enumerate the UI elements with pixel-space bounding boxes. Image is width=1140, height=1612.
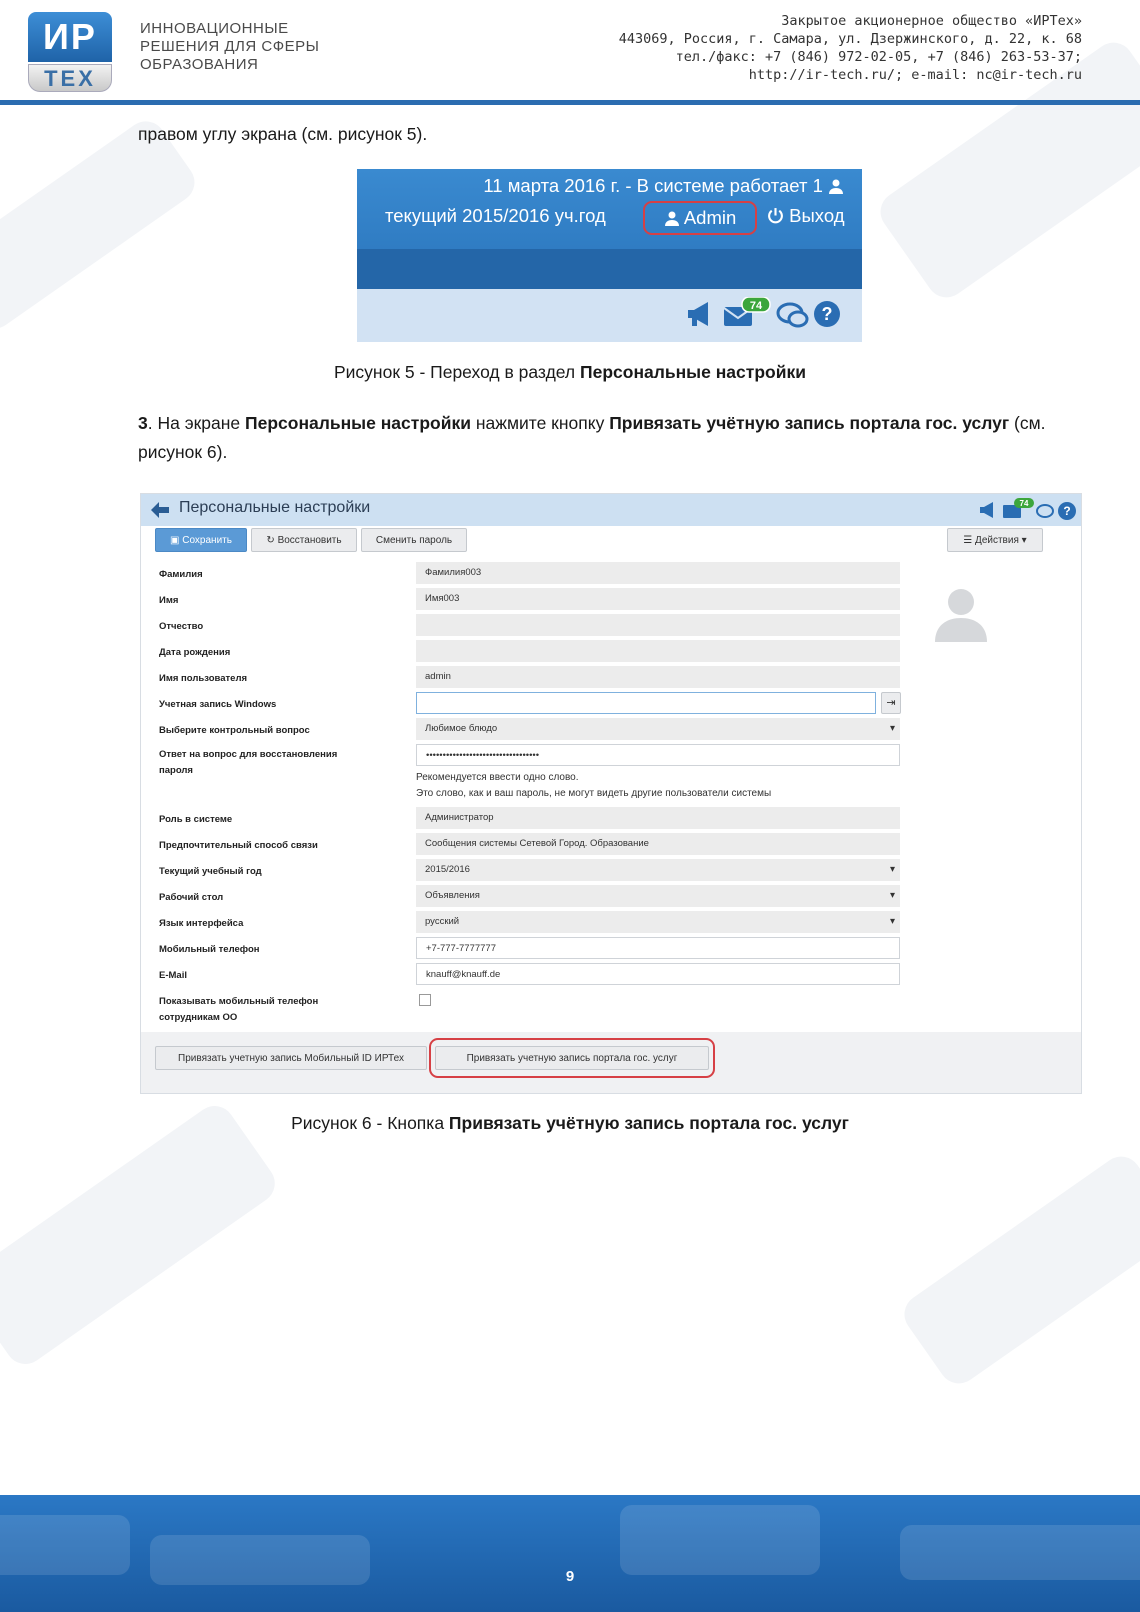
settings-title: Персональные настройки xyxy=(179,499,371,516)
school-year-select[interactable]: 2015/2016 ▾ xyxy=(416,859,900,881)
step-text: нажмите кнопку xyxy=(471,413,610,433)
tagline-line: ОБРАЗОВАНИЯ xyxy=(140,56,259,73)
user-icon xyxy=(828,178,844,194)
badge-count: 74 xyxy=(1019,499,1029,508)
message-count-badge xyxy=(1014,498,1034,508)
field-label: Предпочтительный способ связи xyxy=(159,840,318,851)
irtech-logo xyxy=(28,12,112,92)
actions-label: Действия xyxy=(975,535,1019,546)
field-label: Имя пользователя xyxy=(159,673,248,684)
field-label: Имя xyxy=(159,595,179,606)
birthdate-field[interactable] xyxy=(416,640,900,662)
contact-method-field[interactable]: Сообщения системы Сетевой Город. Образование xyxy=(416,833,900,855)
avatar-placeholder xyxy=(931,582,991,642)
svg-text:?: ? xyxy=(1063,504,1071,518)
link-gosuslugi-button[interactable]: Привязать учетную запись портала гос. услуг xyxy=(435,1046,709,1070)
step-3-paragraph xyxy=(138,409,1084,467)
admin-label: Admin xyxy=(683,207,737,228)
company-name: Закрытое акционерное общество «ИРТех» xyxy=(781,13,1082,29)
caption-text: Рисунок 5 - Переход в раздел xyxy=(333,362,581,382)
current-year: текущий 2015/2016 уч.год xyxy=(385,205,606,226)
step-number: 3 xyxy=(138,413,148,433)
logout-link[interactable] xyxy=(767,205,845,227)
company-tagline xyxy=(140,20,319,74)
field-label: Учетная запись Windows xyxy=(159,699,277,710)
change-password-button[interactable]: Сменить пароль xyxy=(361,528,467,552)
refresh-icon: ↻ xyxy=(266,535,278,546)
field-label: Выберите контрольный вопрос xyxy=(159,725,310,736)
chat-icon[interactable] xyxy=(778,304,807,326)
save-icon: ▣ xyxy=(170,535,183,546)
top-panel xyxy=(357,169,862,289)
caption-bold: Привязать учётную запись портала гос. услуг xyxy=(448,1113,849,1133)
megaphone-icon[interactable] xyxy=(980,502,993,518)
field-label: пароля xyxy=(159,765,193,776)
admin-link[interactable] xyxy=(643,201,757,235)
user-icon xyxy=(664,210,680,226)
caption-text: Рисунок 6 - Кнопка xyxy=(291,1113,449,1133)
title-icons xyxy=(977,497,1077,523)
page-header xyxy=(0,0,1140,104)
name-field[interactable]: Имя003 xyxy=(416,588,900,610)
field-label: Отчество xyxy=(159,621,204,632)
dark-band xyxy=(357,249,862,289)
restore-button[interactable] xyxy=(251,528,357,552)
field-label: Фамилия xyxy=(159,569,203,580)
badge-count: 74 xyxy=(749,300,763,312)
background-shape xyxy=(0,1098,283,1372)
menu-icon: ☰ xyxy=(963,535,976,546)
field-label: Ответ на вопрос для восстановления xyxy=(159,749,338,760)
email-field[interactable]: knauff@knauff.de xyxy=(416,963,900,985)
background-shape xyxy=(897,1149,1140,1392)
field-label: Мобильный телефон xyxy=(159,944,260,955)
tagline-line: ИННОВАЦИОННЫЕ xyxy=(140,20,289,37)
system-status xyxy=(483,175,844,197)
settings-title-bar xyxy=(141,494,1081,526)
role-field[interactable]: Администратор xyxy=(416,807,900,829)
company-web: http://ir-tech.ru/; e-mail: nc@ir-tech.ru xyxy=(748,67,1082,83)
hint-text: Рекомендуется ввести одно слово. xyxy=(416,772,579,783)
step-text: . На экране xyxy=(147,413,246,433)
field-label: Рабочий стол xyxy=(159,892,224,903)
status-text: 11 марта 2016 г. - В системе работает 1 xyxy=(483,175,823,196)
help-icon[interactable] xyxy=(1058,502,1076,520)
logo-top-text: ИР xyxy=(28,12,112,62)
megaphone-icon[interactable] xyxy=(688,302,708,326)
caption-bold: Персональные настройки xyxy=(580,362,806,382)
show-phone-checkbox[interactable] xyxy=(419,994,431,1006)
windows-account-field[interactable] xyxy=(416,692,876,714)
step-bold: Привязать учётную запись портала гос. услуг xyxy=(609,413,1010,433)
company-phone: тел./факс: +7 (846) 972-02-05, +7 (846) 263-53-37; xyxy=(675,49,1082,65)
toolbar-icons xyxy=(684,297,844,331)
patronymic-field[interactable] xyxy=(416,614,900,636)
company-address: 443069, Россия, г. Самара, ул. Дзержинского, д. 22, к. 68 xyxy=(618,31,1082,47)
help-icon[interactable] xyxy=(814,301,840,327)
logout-label: Выход xyxy=(789,205,845,226)
field-label: сотрудникам ОО xyxy=(159,1012,238,1023)
step-bold: Персональные настройки xyxy=(245,413,471,433)
link-mobile-id-button[interactable]: Привязать учетную запись Мобильный ID ИРТех xyxy=(155,1046,427,1070)
page-footer xyxy=(0,1495,1140,1612)
security-answer-field[interactable]: •••••••••••••••••••••••••••••••••• xyxy=(416,744,900,766)
footer-shape xyxy=(620,1505,820,1575)
svg-text:?: ? xyxy=(821,304,833,324)
language-select[interactable]: русский ▾ xyxy=(416,911,900,933)
highlight-frame xyxy=(429,1038,715,1078)
surname-field[interactable]: Фамилия003 xyxy=(416,562,900,584)
field-label: E-Mail xyxy=(159,970,187,981)
field-label: Язык интерфейса xyxy=(159,918,244,929)
footer-shape xyxy=(0,1515,130,1575)
username-field[interactable]: admin xyxy=(416,666,900,688)
page-number: 9 xyxy=(565,1568,575,1585)
back-icon[interactable] xyxy=(149,500,171,520)
step-text: (см. рисунок 6). xyxy=(138,413,1046,462)
field-label: Текущий учебный год xyxy=(159,866,262,877)
mobile-phone-field[interactable]: +7-777-7777777 xyxy=(416,937,900,959)
login-icon[interactable]: ⇥ xyxy=(881,692,901,714)
field-label: Роль в системе xyxy=(159,814,233,825)
company-contacts xyxy=(619,12,1082,84)
caret-down-icon: ▾ xyxy=(1018,535,1027,546)
chat-icon[interactable] xyxy=(1037,505,1053,517)
header-divider xyxy=(0,100,1140,105)
actions-button[interactable] xyxy=(947,528,1043,552)
power-icon xyxy=(767,207,784,224)
figure-6-caption xyxy=(0,1113,1140,1134)
logo-bottom-text: ТЕХ xyxy=(28,64,112,92)
figure-6-screenshot xyxy=(140,493,1082,1094)
save-button[interactable] xyxy=(155,528,247,552)
field-label: Дата рождения xyxy=(159,647,231,658)
figure-5-caption xyxy=(0,362,1140,383)
save-label: Сохранить xyxy=(182,535,232,546)
security-question-select[interactable]: Любимое блюдо ▾ xyxy=(416,718,900,740)
intro-paragraph: правом углу экрана (см. рисунок 5). xyxy=(138,124,428,144)
field-label: Показывать мобильный телефон xyxy=(159,996,319,1007)
message-count-badge xyxy=(742,297,770,312)
hint-text: Это слово, как и ваш пароль, не могут видеть другие пользователи системы xyxy=(416,788,772,799)
figure-5-screenshot xyxy=(357,169,862,342)
tagline-line: РЕШЕНИЯ ДЛЯ СФЕРЫ xyxy=(140,38,320,55)
desktop-select[interactable]: Объявления ▾ xyxy=(416,885,900,907)
restore-label: Восстановить xyxy=(277,535,342,546)
